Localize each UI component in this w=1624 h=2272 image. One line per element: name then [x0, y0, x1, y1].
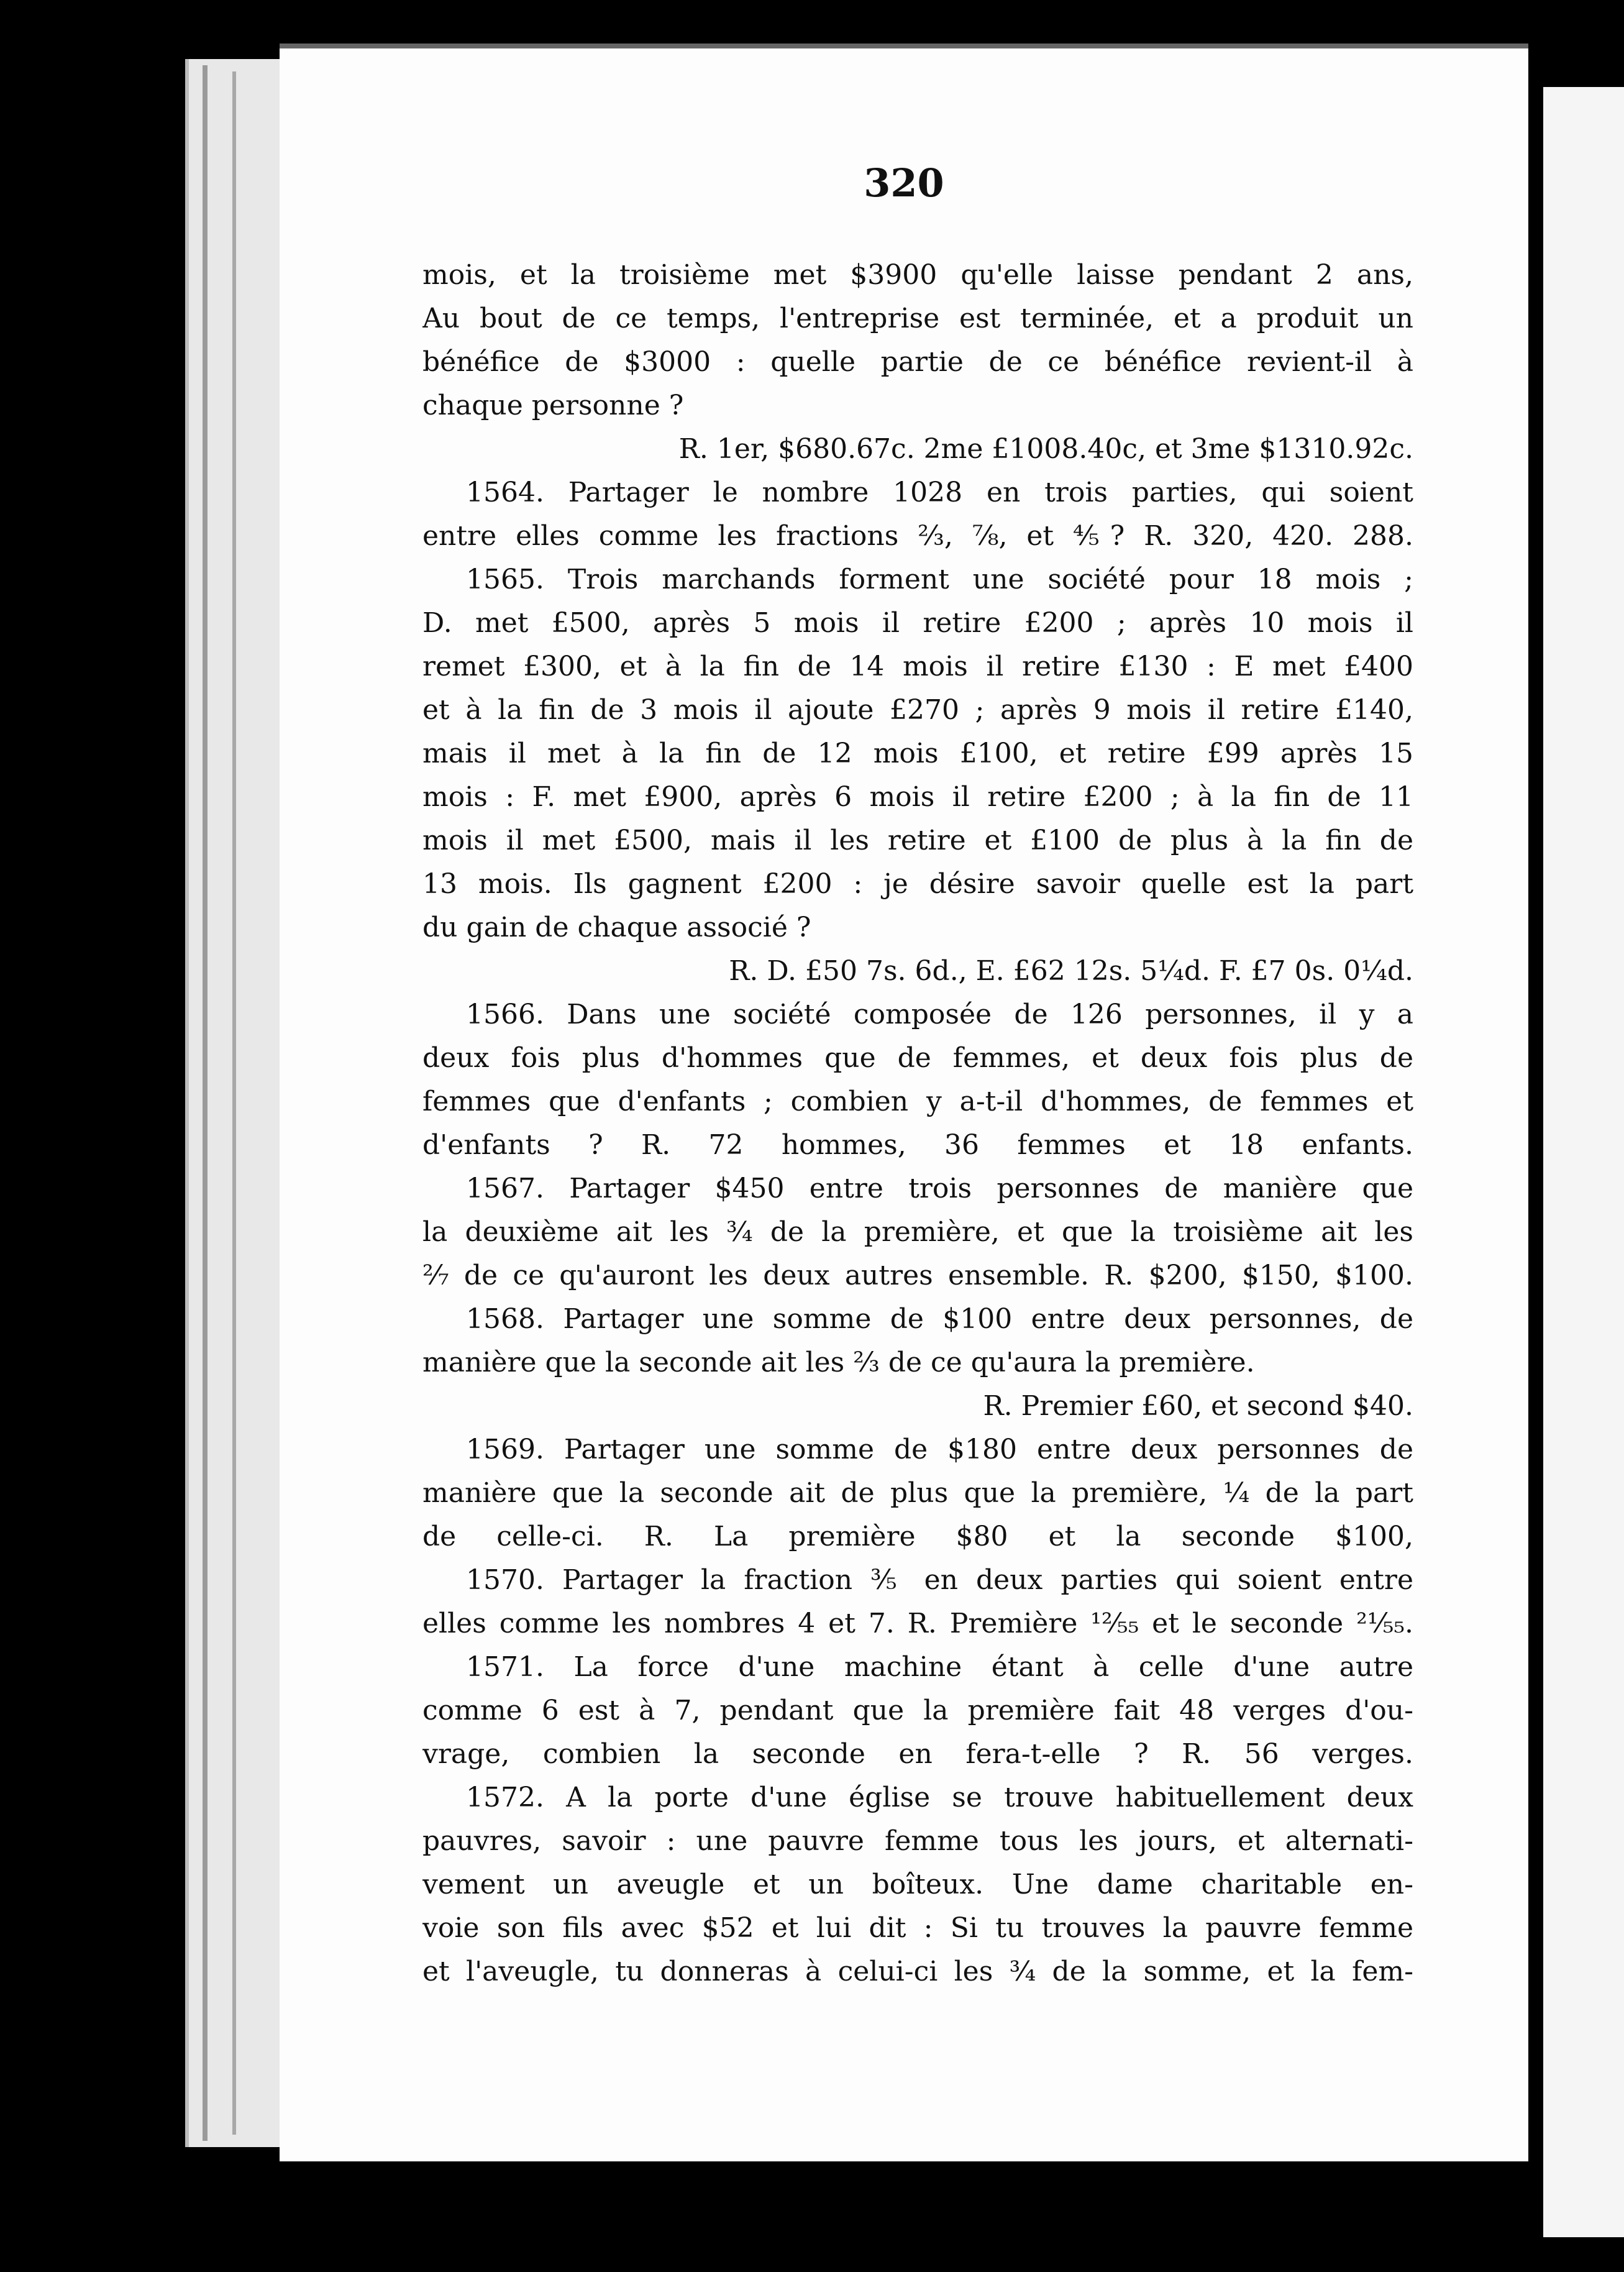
text-line: de celle-ci. R. La première $80 et la seconde $100,	[422, 1521, 1413, 1552]
page-number: 320	[864, 160, 944, 206]
book-spine-edge	[185, 59, 283, 2147]
text-line: vement un aveugle et un boîteux. Une dame charitable en-	[422, 1869, 1413, 1900]
text-line: et l'aveugle, tu donneras à celui-ci les ¾ de la somme, et la fem-	[422, 1956, 1413, 1987]
text-line: R. Premier £60, et second $40.	[983, 1390, 1413, 1422]
text-line: 1567. Partager $450 entre trois personnes de manière que	[466, 1173, 1413, 1204]
text-line: 1564. Partager le nombre 1028 en trois parties, qui soient	[466, 477, 1413, 508]
text-line: femmes que d'enfants ; combien y a-t-il d'hommes, de femmes et	[422, 1086, 1413, 1117]
text-line: R. 1er, $680.67c. 2me £1008.40c, et 3me $1310.92c.	[678, 433, 1413, 465]
text-line: mois, et la troisième met $3900 qu'elle laisse pendant 2 ans,	[422, 259, 1413, 291]
text-line: 1565. Trois marchands forment une société pour 18 mois ;	[466, 564, 1413, 595]
text-line: mois : F. met £900, après 6 mois il retire £200 ; à la fin de 11	[422, 781, 1413, 813]
text-line: 1572. A la porte d'une église se trouve habituellement deux	[466, 1782, 1413, 1813]
text-line: la deuxième ait les ¾ de la première, et que la troisième ait les	[422, 1216, 1413, 1248]
text-line: manière que la seconde ait de plus que la première, ¼ de la part	[422, 1477, 1413, 1509]
page	[280, 44, 1528, 2161]
text-line: comme 6 est à 7, pendant que la première fait 48 verges d'ou-	[422, 1695, 1413, 1726]
text-line: 1571. La force d'une machine étant à celle d'une autre	[466, 1651, 1413, 1683]
text-line: manière que la seconde ait les ⅔ de ce qu'aura la première.	[422, 1347, 1255, 1378]
text-line: Au bout de ce temps, l'entreprise est terminée, et a produit un	[422, 303, 1413, 334]
text-line: 1566. Dans une société composée de 126 personnes, il y a	[466, 999, 1413, 1030]
text-line: d'enfants ? R. 72 hommes, 36 femmes et 18 enfants.	[422, 1129, 1413, 1161]
text-line: deux fois plus d'hommes que de femmes, et deux fois plus de	[422, 1042, 1413, 1074]
text-line: ²⁄₇ de ce qu'auront les deux autres ensemble. R. $200, $150, $100.	[422, 1260, 1413, 1291]
facing-page-edge	[1543, 87, 1624, 2237]
text-line: 1570. Partager la fraction ⅗ en deux parties qui soient entre	[466, 1564, 1413, 1596]
text-line: et à la fin de 3 mois il ajoute £270 ; après 9 mois il retire £140,	[422, 694, 1413, 726]
text-line: R. D. £50 7s. 6d., E. £62 12s. 5¼d. F. £7 0s. 0¼d.	[729, 955, 1413, 987]
text-line: 13 mois. Ils gagnent £200 : je désire savoir quelle est la part	[422, 868, 1413, 900]
text-line: bénéfice de $3000 : quelle partie de ce bénéfice revient-il à	[422, 346, 1413, 378]
text-line: 1568. Partager une somme de $100 entre deux personnes, de	[466, 1303, 1413, 1335]
text-line: du gain de chaque associé ?	[422, 912, 811, 943]
text-line: voie son fils avec $52 et lui dit : Si tu trouves la pauvre femme	[422, 1912, 1413, 1944]
text-line: chaque personne ?	[422, 390, 684, 421]
text-line: pauvres, savoir : une pauvre femme tous les jours, et alternati-	[422, 1825, 1413, 1857]
text-line: mais il met à la fin de 12 mois £100, et retire £99 après 15	[422, 738, 1413, 769]
text-line: mois il met £500, mais il les retire et £100 de plus à la fin de	[422, 825, 1413, 856]
text-line: D. met £500, après 5 mois il retire £200 ; après 10 mois il	[422, 607, 1413, 639]
text-line: remet £300, et à la fin de 14 mois il retire £130 : E met £400	[422, 651, 1413, 682]
text-line: elles comme les nombres 4 et 7. R. Première ¹²⁄₅₅ et le seconde ²¹⁄₅₅.	[422, 1608, 1413, 1639]
text-line: 1569. Partager une somme de $180 entre deux personnes de	[466, 1434, 1413, 1465]
text-line: entre elles comme les fractions ⅔, ⅞, et ⅘? R. 320, 420. 288.	[422, 520, 1413, 552]
page-text-body	[422, 254, 1413, 1994]
text-line: vrage, combien la seconde en fera-t-elle ? R. 56 verges.	[422, 1738, 1413, 1770]
